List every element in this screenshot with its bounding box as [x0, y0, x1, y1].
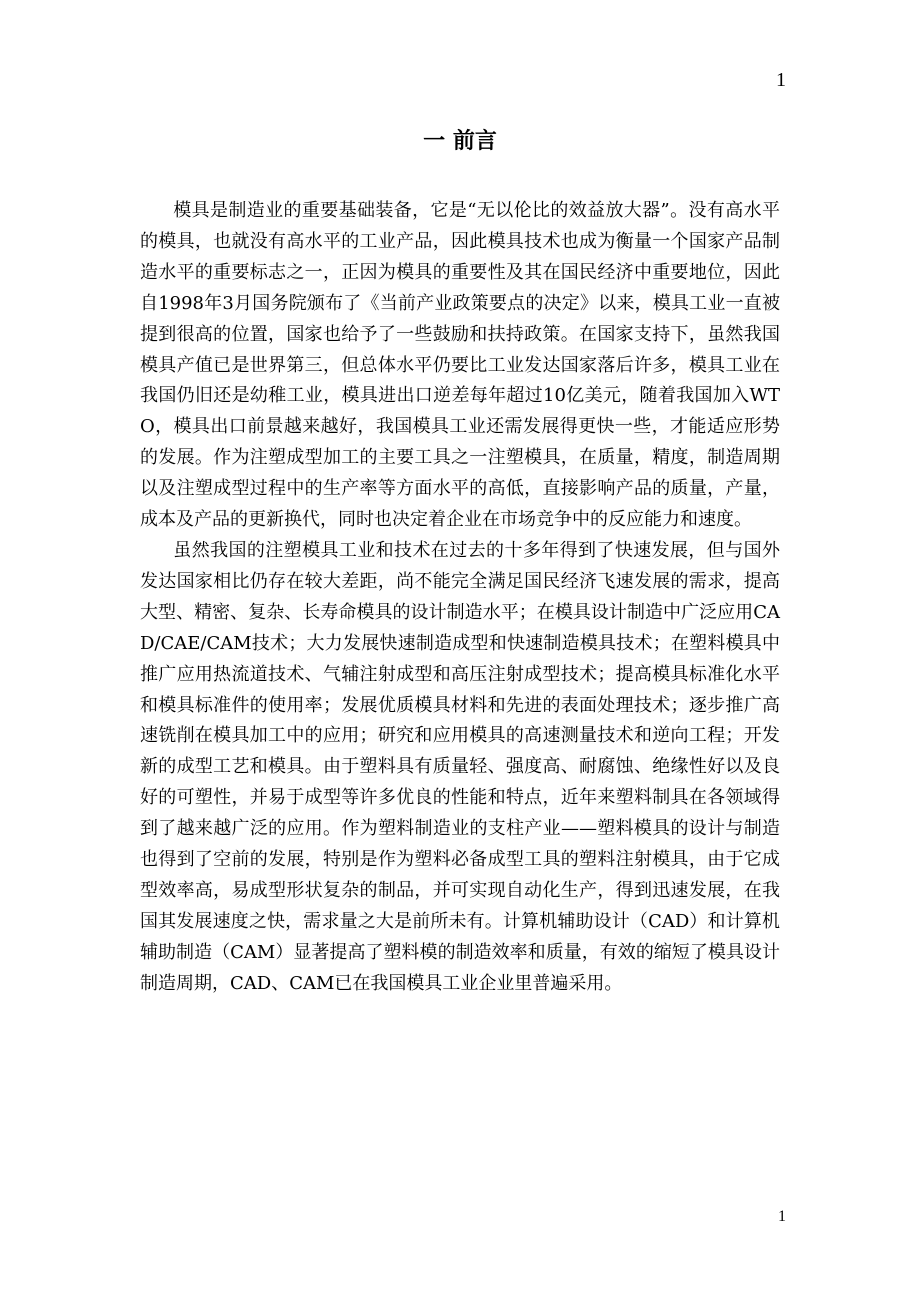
paragraph-1: 模具是制造业的重要基础装备，它是“无以伦比的效益放大器”。没有高水平的模具，也就没有高水平的工业产品，因此模具技术也成为衡量一个国家产品制造水平的重要标志之一，正因为模具的重要性及其在国民经济中重要地位，因此自1998年3月国务院颁布了《当前产业政策要点的决定》以来，模具工业一直被提到很高的位置，国家也给予了一些鼓励和扶持政策。在国家支持下，虽然我国模具产值已是世界第三，但总体水平仍要比工业发达国家落后许多，模具工业在我国仍旧还是幼稚工业，模具进出口逆差每年超过10亿美元，随着我国加入WTO，模具出口前景越来越好，我国模具工业还需发展得更快一些，才能适应形势的发展。作为注塑成型加工的主要工具之一注塑模具，在质量，精度，制造周期以及注塑成型过程中的生产率等方面水平的高低，直接影响产品的质量，产量，成本及产品的更新换代，同时也决定着企业在市场竞争中的反应能力和速度。: [140, 200, 780, 531]
paragraph-2: 虽然我国的注塑模具工业和技术在过去的十多年得到了快速发展，但与国外发达国家相比仍存在较大差距，尚不能完全满足国民经济飞速发展的需求，提高大型、精密、复杂、长寿命模具的设计制造水平；在模具设计制造中广泛应用CAD/CAE/CAM技术；大力发展快速制造成型和快速制造模具技术；在塑料模具中推广应用热流道技术、气辅注射成型和高压注射成型技术；提高模具标准化水平和模具标准件的使用率；发展优质模具材料和先进的表面处理技术；逐步推广高速铣削在模具加工中的应用；研究和应用模具的高速测量技术和逆向工程；开发新的成型工艺和模具。由于塑料具有质量轻、强度高、耐腐蚀、绝缘性好以及良好的可塑性，并易于成型等许多优良的性能和特点，近年来塑料制具在各领域得到了越来越广泛的应用。作为塑料制造业的支柱产业——塑料模具的设计与制造也得到了空前的发展，特别是作为塑料必备成型工具的塑料注射模具，由于它成型效率高，易成型形状复杂的制品，并可实现自动化生产，得到迅速发展，在我国其发展速度之快，需求量之大是前所未有。计算机辅助设计（CAD）和计算机辅助制造（CAM）显著提高了塑料模的制造效率和质量，有效的缩短了模具设计制造周期，CAD、CAM已在我国模具工业企业里普遍采用。: [140, 539, 780, 994]
section-title: 一 前言: [423, 129, 497, 154]
footer-page-number: 1: [778, 1208, 786, 1225]
header-page-number: 1: [776, 69, 786, 91]
body-text: [140, 196, 780, 1000]
